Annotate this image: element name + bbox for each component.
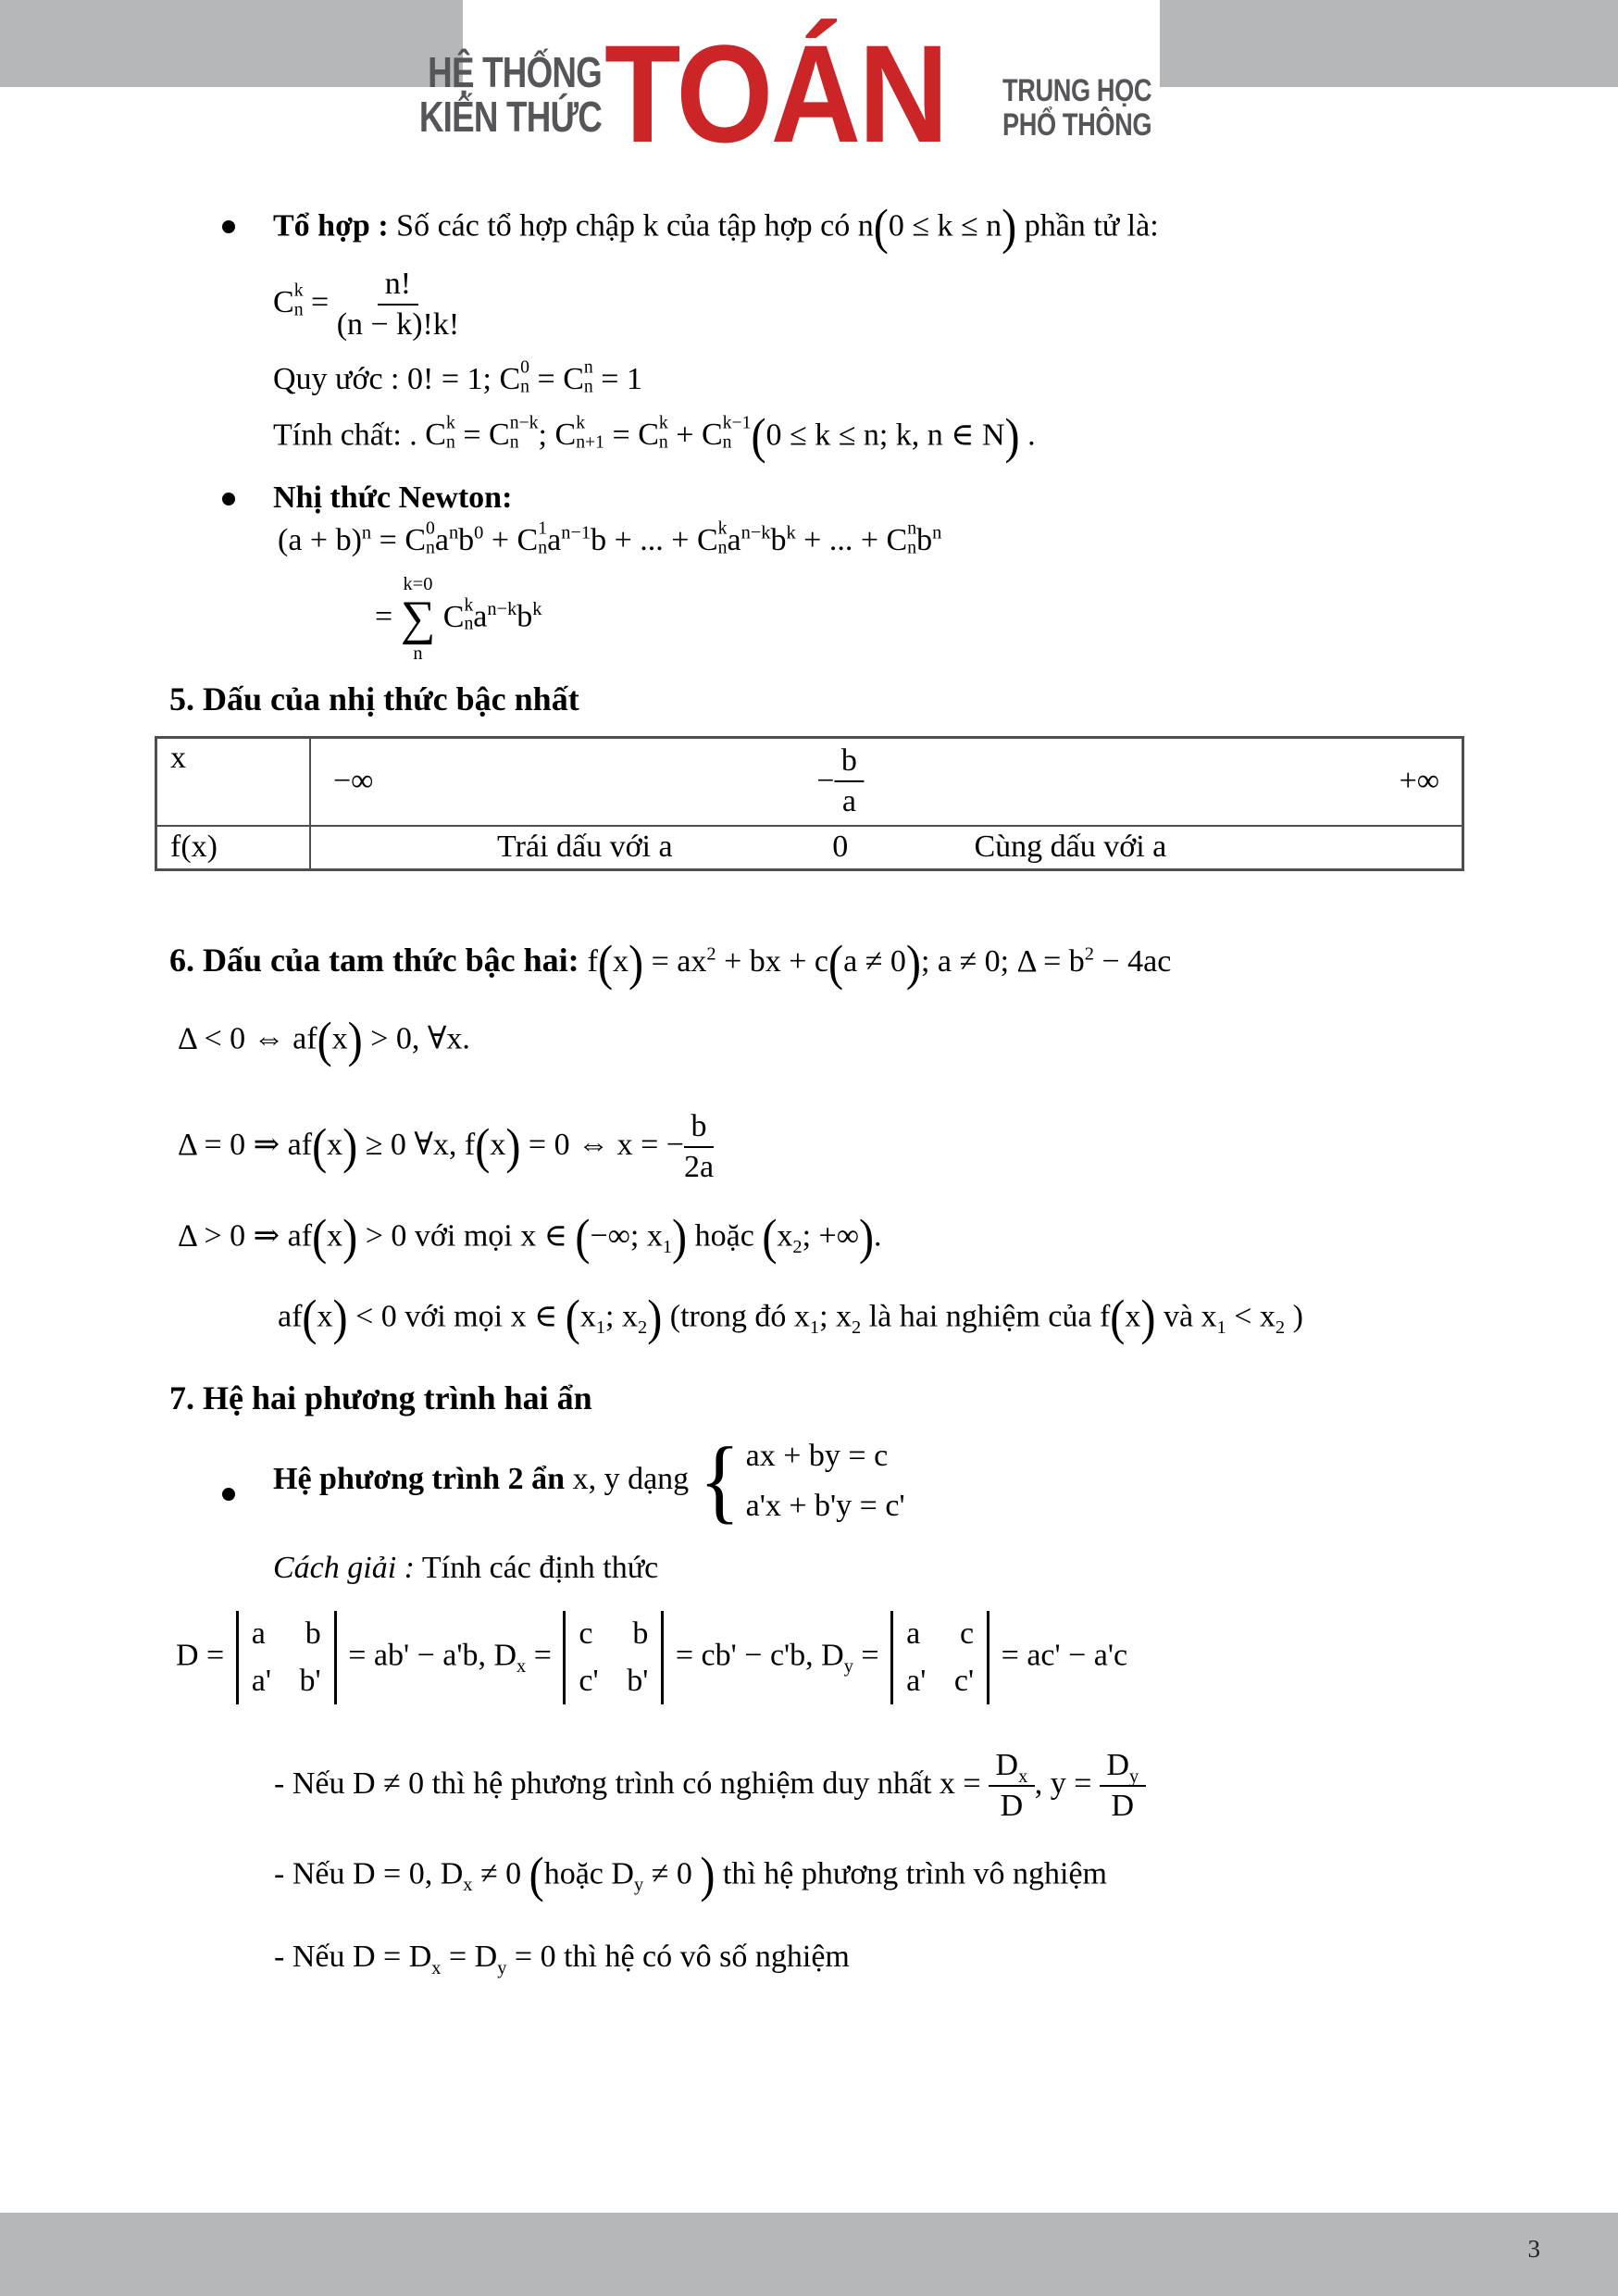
subscript: 1 xyxy=(809,1317,820,1338)
binomial-scripts xyxy=(584,358,593,396)
binomial-scripts xyxy=(520,358,529,396)
text-run: = xyxy=(529,362,564,396)
text-run: ; a ≠ 0; Δ = b xyxy=(920,944,1085,979)
binomial-subscript: n xyxy=(538,537,548,558)
text-run: x xyxy=(327,1218,343,1254)
text-run: > 0, ∀x. xyxy=(362,1021,470,1056)
big-paren: ) xyxy=(1002,199,1017,256)
binomial-symbol xyxy=(404,518,435,563)
newton-sum-formula xyxy=(375,574,541,665)
big-paren: ) xyxy=(647,1290,663,1346)
binomial-scripts xyxy=(659,414,668,452)
subscript: 2 xyxy=(852,1317,862,1338)
determinant-entry: c' xyxy=(953,1664,975,1698)
superscript: n xyxy=(361,522,372,543)
text-run: = ac' − a'c xyxy=(993,1638,1128,1673)
newton-binomial-title xyxy=(220,478,512,518)
big-paren: ( xyxy=(597,935,614,991)
text-run: Số các tổ hợp chập k của tập hợp có n xyxy=(396,208,874,243)
text-run: b xyxy=(458,523,475,557)
big-paren: ( xyxy=(575,1209,591,1266)
binomial-base: C xyxy=(696,523,718,557)
subscript: 1 xyxy=(662,1237,673,1257)
header-right-gray-bar xyxy=(1160,0,1618,87)
sign-table-fx-values-cell xyxy=(310,826,1463,870)
footer-gray-bar xyxy=(0,2213,1618,2296)
text-run: a xyxy=(434,523,449,557)
fraction xyxy=(684,1109,714,1185)
binomial-base: C xyxy=(638,418,659,453)
determinant-row xyxy=(252,1666,321,1697)
binomial-subscript: n xyxy=(907,537,917,558)
binomial-superscript: 0 xyxy=(426,518,435,539)
binomial-superscript: n xyxy=(907,518,917,539)
text-run: b xyxy=(916,523,933,557)
determinant-entry: b' xyxy=(299,1664,321,1698)
brand-left-line2: KIẾN THỨC xyxy=(418,93,602,141)
text-run: ≥ 0 ∀x, f xyxy=(357,1127,476,1162)
determinant-entry: a xyxy=(251,1616,266,1651)
text-run: và x xyxy=(1155,1299,1217,1334)
text-run: hoặc D xyxy=(543,1856,634,1891)
text-run: x xyxy=(331,1021,348,1056)
fraction-numerator xyxy=(1100,1748,1146,1787)
binomial-subscript: n xyxy=(583,376,593,397)
header-left-gray-bar xyxy=(0,0,463,87)
big-paren: ( xyxy=(312,1209,328,1266)
subscript: x xyxy=(431,1957,442,1978)
binomial-symbol xyxy=(701,412,752,457)
binomial-base: C xyxy=(517,523,539,557)
binomial-subscript: n xyxy=(658,431,668,453)
big-paren: ( xyxy=(828,935,844,991)
binomial-base: C xyxy=(563,362,584,396)
brand-left-line1: HỆ THỐNG xyxy=(428,48,602,96)
text-run: ; +∞ xyxy=(802,1218,859,1254)
binomial-subscript: n+1 xyxy=(576,431,605,453)
bold-run: 6. Dấu của tam thức bậc hai: xyxy=(169,942,588,979)
sign-table-row-fx xyxy=(156,826,1463,870)
newton-binomial-label: Nhị thức Newton: xyxy=(273,480,513,515)
binomial-symbol xyxy=(563,356,593,402)
delta-negative-case xyxy=(178,1012,470,1068)
binomial-base: C xyxy=(404,523,426,557)
text-run: thì hệ phương trình vô nghiệm xyxy=(715,1856,1107,1891)
big-paren: ) xyxy=(672,1209,688,1266)
binomial-symbol xyxy=(425,412,455,457)
text-run: x xyxy=(613,944,629,979)
text-run: Δ < 0 ⇔ af xyxy=(178,1021,317,1056)
equation-system xyxy=(697,1429,905,1534)
big-paren: ( xyxy=(529,1847,544,1903)
text-run: = 1 xyxy=(592,362,642,396)
delta-positive-case xyxy=(178,1209,882,1266)
big-paren: ( xyxy=(312,1118,328,1174)
fraction-denominator: D xyxy=(1111,1789,1135,1824)
binomial-superscript: k xyxy=(717,518,728,539)
fraction-numerator xyxy=(989,1748,1035,1787)
system-definition xyxy=(220,1429,905,1534)
text-run: x xyxy=(1125,1299,1141,1334)
subscript: 2 xyxy=(637,1317,648,1338)
text-run: - Nếu D = 0, D xyxy=(274,1856,464,1891)
determinant-row xyxy=(579,1666,648,1697)
pos-infinity: +∞ xyxy=(1399,764,1439,799)
big-paren: ) xyxy=(332,1290,348,1346)
superscript: n−k xyxy=(487,598,517,619)
text-run: af xyxy=(278,1299,303,1334)
text-run: Tính chất: . xyxy=(273,418,426,453)
text-run: x xyxy=(327,1127,343,1162)
subscript: 1 xyxy=(595,1317,606,1338)
determinant-entry: a' xyxy=(906,1664,927,1698)
binomial-scripts xyxy=(294,281,304,319)
text-run: + xyxy=(667,418,702,453)
binomial-scripts xyxy=(538,519,547,557)
determinant-row xyxy=(252,1618,321,1650)
text-run: + bx + c xyxy=(716,944,829,979)
text-run: −∞; x xyxy=(590,1218,663,1254)
brand-right-line1: TRUNG HỌC xyxy=(1002,73,1152,108)
text-run: x xyxy=(777,1218,793,1254)
big-paren: ( xyxy=(751,408,766,465)
text-run: a xyxy=(547,523,562,557)
text-run: - Nếu D ≠ 0 thì hệ phương trình có nghiệm duy nhất x = xyxy=(274,1766,989,1801)
binomial-symbol xyxy=(517,518,548,563)
binomial-scripts xyxy=(576,414,604,452)
sum-upper-limit: k=0 xyxy=(403,574,433,594)
text-run: = xyxy=(303,284,337,319)
text-run: > 0 với mọi x ∈ xyxy=(357,1218,576,1254)
superscript: n xyxy=(932,522,942,543)
subscript: x xyxy=(1018,1766,1028,1787)
determinant-row xyxy=(906,1618,974,1650)
sign-table xyxy=(155,736,1464,871)
binomial-symbol xyxy=(273,280,304,325)
text-run: phần tử là: xyxy=(1016,208,1159,243)
text-run: là hai nghiệm của f xyxy=(861,1299,1111,1334)
opposite-sign-label: Trái dấu với a xyxy=(497,830,673,865)
determinant-row xyxy=(579,1618,648,1650)
binomial-scripts xyxy=(907,519,916,557)
superscript: 2 xyxy=(706,943,716,965)
text-run: a xyxy=(473,599,488,634)
solution-method-line xyxy=(273,1548,658,1589)
text-run: < x xyxy=(1226,1299,1276,1334)
big-paren: ( xyxy=(873,199,889,256)
text-run: hoặc xyxy=(687,1218,763,1254)
sign-table-row-x xyxy=(156,738,1463,826)
text-run: D = xyxy=(176,1638,232,1673)
case-unique-solution xyxy=(274,1748,1146,1824)
determinant xyxy=(890,1611,989,1704)
binomial-subscript: n xyxy=(445,431,455,453)
text-run: , y = xyxy=(1034,1766,1100,1801)
text-run: = 0 ⇔ x = − xyxy=(520,1127,684,1162)
text-run: Quy ước : 0! = 1; xyxy=(273,362,500,396)
text-run: (a + b) xyxy=(278,523,362,557)
binomial-scripts xyxy=(718,519,728,557)
zero-value: 0 xyxy=(832,830,849,865)
sign-table-x-header: x xyxy=(156,738,311,826)
binomial-subscript: n xyxy=(722,431,732,453)
text-run: = xyxy=(375,599,401,634)
text-run: Δ > 0 ⇒ af xyxy=(178,1218,313,1254)
text-run: = xyxy=(526,1638,560,1673)
case-no-solution xyxy=(274,1847,1107,1903)
fraction xyxy=(337,267,459,343)
superscript: k xyxy=(786,522,796,543)
text-run: = 0 thì hệ có vô số nghiệm xyxy=(506,1940,850,1974)
sign-table-x-range-cell xyxy=(310,738,1463,826)
fraction-denominator: (n − k)!k! xyxy=(336,307,460,343)
root-fraction xyxy=(816,743,864,819)
superscript: n−k xyxy=(741,522,771,543)
binomial-base: C xyxy=(489,418,510,453)
binomial-base: C xyxy=(554,418,577,453)
subscript: 2 xyxy=(1275,1317,1286,1338)
fraction-numerator: b xyxy=(834,743,864,782)
text-run: a xyxy=(727,523,741,557)
system-equation: ax + by = c xyxy=(745,1439,889,1473)
sum-lower-limit: n xyxy=(413,643,423,665)
brand-right-text xyxy=(1002,74,1151,143)
binomial-scripts xyxy=(464,595,473,633)
determinant xyxy=(563,1611,664,1704)
binomial-superscript: n xyxy=(583,356,593,378)
binomial-symbol xyxy=(638,412,668,457)
text-run: = xyxy=(853,1638,888,1673)
brand-left-text xyxy=(413,50,602,139)
delta-zero-case xyxy=(178,1109,714,1185)
combination-definition xyxy=(220,199,1159,256)
newton-expansion xyxy=(278,520,941,563)
subscript: y xyxy=(1129,1766,1139,1787)
text-run: Δ = 0 ⇒ af xyxy=(178,1127,313,1162)
superscript: n xyxy=(448,522,459,543)
binomial-superscript: k xyxy=(658,412,668,433)
binomial-superscript: 1 xyxy=(538,518,548,539)
big-paren: ) xyxy=(342,1118,358,1174)
text-run: = ax xyxy=(643,944,707,979)
fraction-numerator: n! xyxy=(378,267,417,306)
text-run: b xyxy=(517,599,533,634)
summation xyxy=(401,574,436,665)
fraction-denominator: D xyxy=(1000,1789,1024,1824)
subscript: 1 xyxy=(1216,1317,1226,1338)
bold-run: Tổ hợp : xyxy=(273,208,397,243)
subscript: 2 xyxy=(792,1237,803,1257)
af-negative-case xyxy=(278,1290,1303,1346)
determinant-entry: c' xyxy=(579,1664,599,1698)
binomial-superscript: k xyxy=(293,280,304,301)
text-run: = ab' − a'b, D xyxy=(340,1638,517,1673)
text-run: ; x xyxy=(819,1299,853,1334)
binomial-symbol xyxy=(696,518,728,563)
text-run: < 0 với mọi x ∈ xyxy=(347,1299,566,1334)
binomial-subscript: n xyxy=(293,299,304,320)
binomial-subscript: n xyxy=(520,376,529,397)
binomial-scripts xyxy=(446,414,455,452)
text-run: 0 ≤ k ≤ n; k, n ∈ N xyxy=(765,418,1005,453)
big-paren: ( xyxy=(565,1290,580,1346)
neg-infinity: −∞ xyxy=(333,764,374,799)
system-brace: { xyxy=(699,1429,741,1534)
big-paren: ) xyxy=(905,935,921,991)
subscript: y xyxy=(843,1656,853,1678)
determinant xyxy=(236,1611,337,1704)
text-run: b xyxy=(770,523,787,557)
system-equation: a'x + b'y = c' xyxy=(745,1489,905,1524)
section-6-heading xyxy=(169,935,1172,991)
text-run: (trong đó x xyxy=(662,1299,810,1334)
text-run: ≠ 0 xyxy=(472,1856,529,1891)
binomial-base: C xyxy=(442,599,465,634)
fraction-minus: − xyxy=(816,764,835,799)
text-run: D xyxy=(995,1748,1019,1782)
sigma-symbol: ∑ xyxy=(400,592,436,646)
text-run: = xyxy=(604,418,639,453)
determinant-entry: b xyxy=(632,1616,649,1651)
subscript: y xyxy=(633,1875,644,1895)
same-sign-label: Cùng dấu với a xyxy=(974,830,1167,865)
binomial-superscript: k−1 xyxy=(722,412,752,433)
fraction-denominator: a xyxy=(841,784,856,819)
binomial-base: C xyxy=(499,362,521,396)
big-paren: ( xyxy=(475,1118,491,1174)
text-run: ; xyxy=(538,418,555,453)
text-run: ≠ 0 xyxy=(643,1856,701,1891)
text-run: + ... + xyxy=(795,523,887,557)
binomial-base: C xyxy=(425,418,446,453)
section-5-heading: 5. Dấu của nhị thức bậc nhất xyxy=(169,680,579,718)
brand-right-line2: PHỔ THÔNG xyxy=(1002,107,1152,143)
binomial-superscript: k xyxy=(576,412,586,433)
superscript: 0 xyxy=(474,522,484,543)
determinant-row xyxy=(906,1666,974,1697)
case-infinite-solutions xyxy=(274,1937,850,1978)
text-run: x xyxy=(317,1299,333,1334)
big-paren: ( xyxy=(317,1012,332,1068)
binomial-symbol xyxy=(442,594,474,640)
fraction xyxy=(989,1748,1035,1824)
text-run: a ≠ 0 xyxy=(843,944,906,979)
brand-title: TOÁN xyxy=(604,16,947,171)
system-equations xyxy=(746,1440,905,1523)
text-run: - Nếu D = D xyxy=(274,1940,432,1974)
determinant-entry: b xyxy=(305,1616,321,1651)
binomial-base: C xyxy=(886,523,908,557)
subscript: x xyxy=(517,1656,527,1678)
big-paren: ) xyxy=(342,1209,358,1266)
big-paren: ) xyxy=(629,935,644,991)
page-number: 3 xyxy=(1527,2235,1540,2263)
big-paren: ( xyxy=(1110,1290,1126,1346)
property-line xyxy=(273,408,1036,465)
binomial-subscript: n xyxy=(717,537,728,558)
big-paren: ) xyxy=(1004,408,1020,465)
fraction xyxy=(1100,1748,1146,1824)
big-paren: ) xyxy=(700,1847,716,1903)
determinants-formula xyxy=(176,1611,1127,1704)
text-run: x xyxy=(490,1127,506,1162)
text-run: . xyxy=(1019,418,1036,453)
text-run: x xyxy=(579,1299,596,1334)
text-run: + xyxy=(483,523,517,557)
text-run: x, y dạng xyxy=(572,1461,697,1496)
big-paren: ) xyxy=(1140,1290,1156,1346)
section-7-heading: 7. Hệ hai phương trình hai ẩn xyxy=(169,1379,592,1416)
binomial-base: C xyxy=(273,284,294,319)
superscript: 2 xyxy=(1084,943,1094,965)
binomial-superscript: 0 xyxy=(520,356,529,378)
text-run: = D xyxy=(441,1940,498,1974)
text-run: ; x xyxy=(605,1299,638,1334)
text-run: 0 ≤ k ≤ n xyxy=(888,208,1002,243)
big-paren: ( xyxy=(302,1290,317,1346)
text-run: . xyxy=(874,1218,882,1254)
text-run xyxy=(435,600,443,634)
text-run: ) xyxy=(1285,1299,1303,1334)
combination-formula xyxy=(273,267,459,343)
text-run: Tính các định thức xyxy=(414,1551,659,1585)
determinant-entry: c xyxy=(579,1616,593,1651)
determinant-entry: a xyxy=(906,1616,921,1651)
big-paren: ) xyxy=(858,1209,875,1266)
binomial-symbol xyxy=(499,356,529,402)
binomial-superscript: n−k xyxy=(509,412,539,433)
binomial-scripts xyxy=(426,519,435,557)
binomial-subscript: n xyxy=(464,613,474,634)
bold-run: Hệ phương trình 2 ẩn xyxy=(273,1461,573,1496)
sign-table-fx-header: f(x) xyxy=(156,826,311,870)
binomial-subscript: n xyxy=(509,431,519,453)
b-over-a-fraction xyxy=(834,743,864,819)
text-run: − 4ac xyxy=(1093,944,1172,979)
italic-run: Cách giải : xyxy=(273,1551,415,1585)
binomial-superscript: k xyxy=(445,412,455,433)
text-run: D xyxy=(1106,1748,1129,1782)
binomial-superscript: k xyxy=(464,594,474,616)
binomial-base: C xyxy=(701,418,723,453)
binomial-symbol xyxy=(886,518,917,563)
binomial-scripts xyxy=(510,414,539,452)
superscript: k xyxy=(532,598,542,619)
superscript: n−1 xyxy=(561,522,591,543)
text-run: = xyxy=(454,418,490,453)
text-run: = xyxy=(371,523,405,557)
big-paren: ) xyxy=(505,1118,521,1174)
subscript: x xyxy=(463,1875,473,1895)
fraction-denominator: 2a xyxy=(683,1150,715,1185)
text-run: = cb' − c'b, D xyxy=(667,1638,844,1673)
subscript: y xyxy=(497,1957,507,1978)
binomial-subscript: n xyxy=(426,537,435,558)
text-run: b + ... + xyxy=(591,523,697,557)
determinant-entry: a' xyxy=(251,1664,271,1698)
text-run: f xyxy=(587,944,598,979)
big-paren: ( xyxy=(762,1209,778,1266)
determinant-entry: b' xyxy=(627,1664,649,1698)
big-paren: ) xyxy=(347,1012,363,1068)
convention-line xyxy=(273,356,642,402)
determinant-entry: c xyxy=(960,1616,975,1651)
binomial-symbol xyxy=(554,412,605,457)
fraction-numerator: b xyxy=(684,1109,714,1148)
binomial-scripts xyxy=(723,414,752,452)
binomial-symbol xyxy=(489,412,539,457)
